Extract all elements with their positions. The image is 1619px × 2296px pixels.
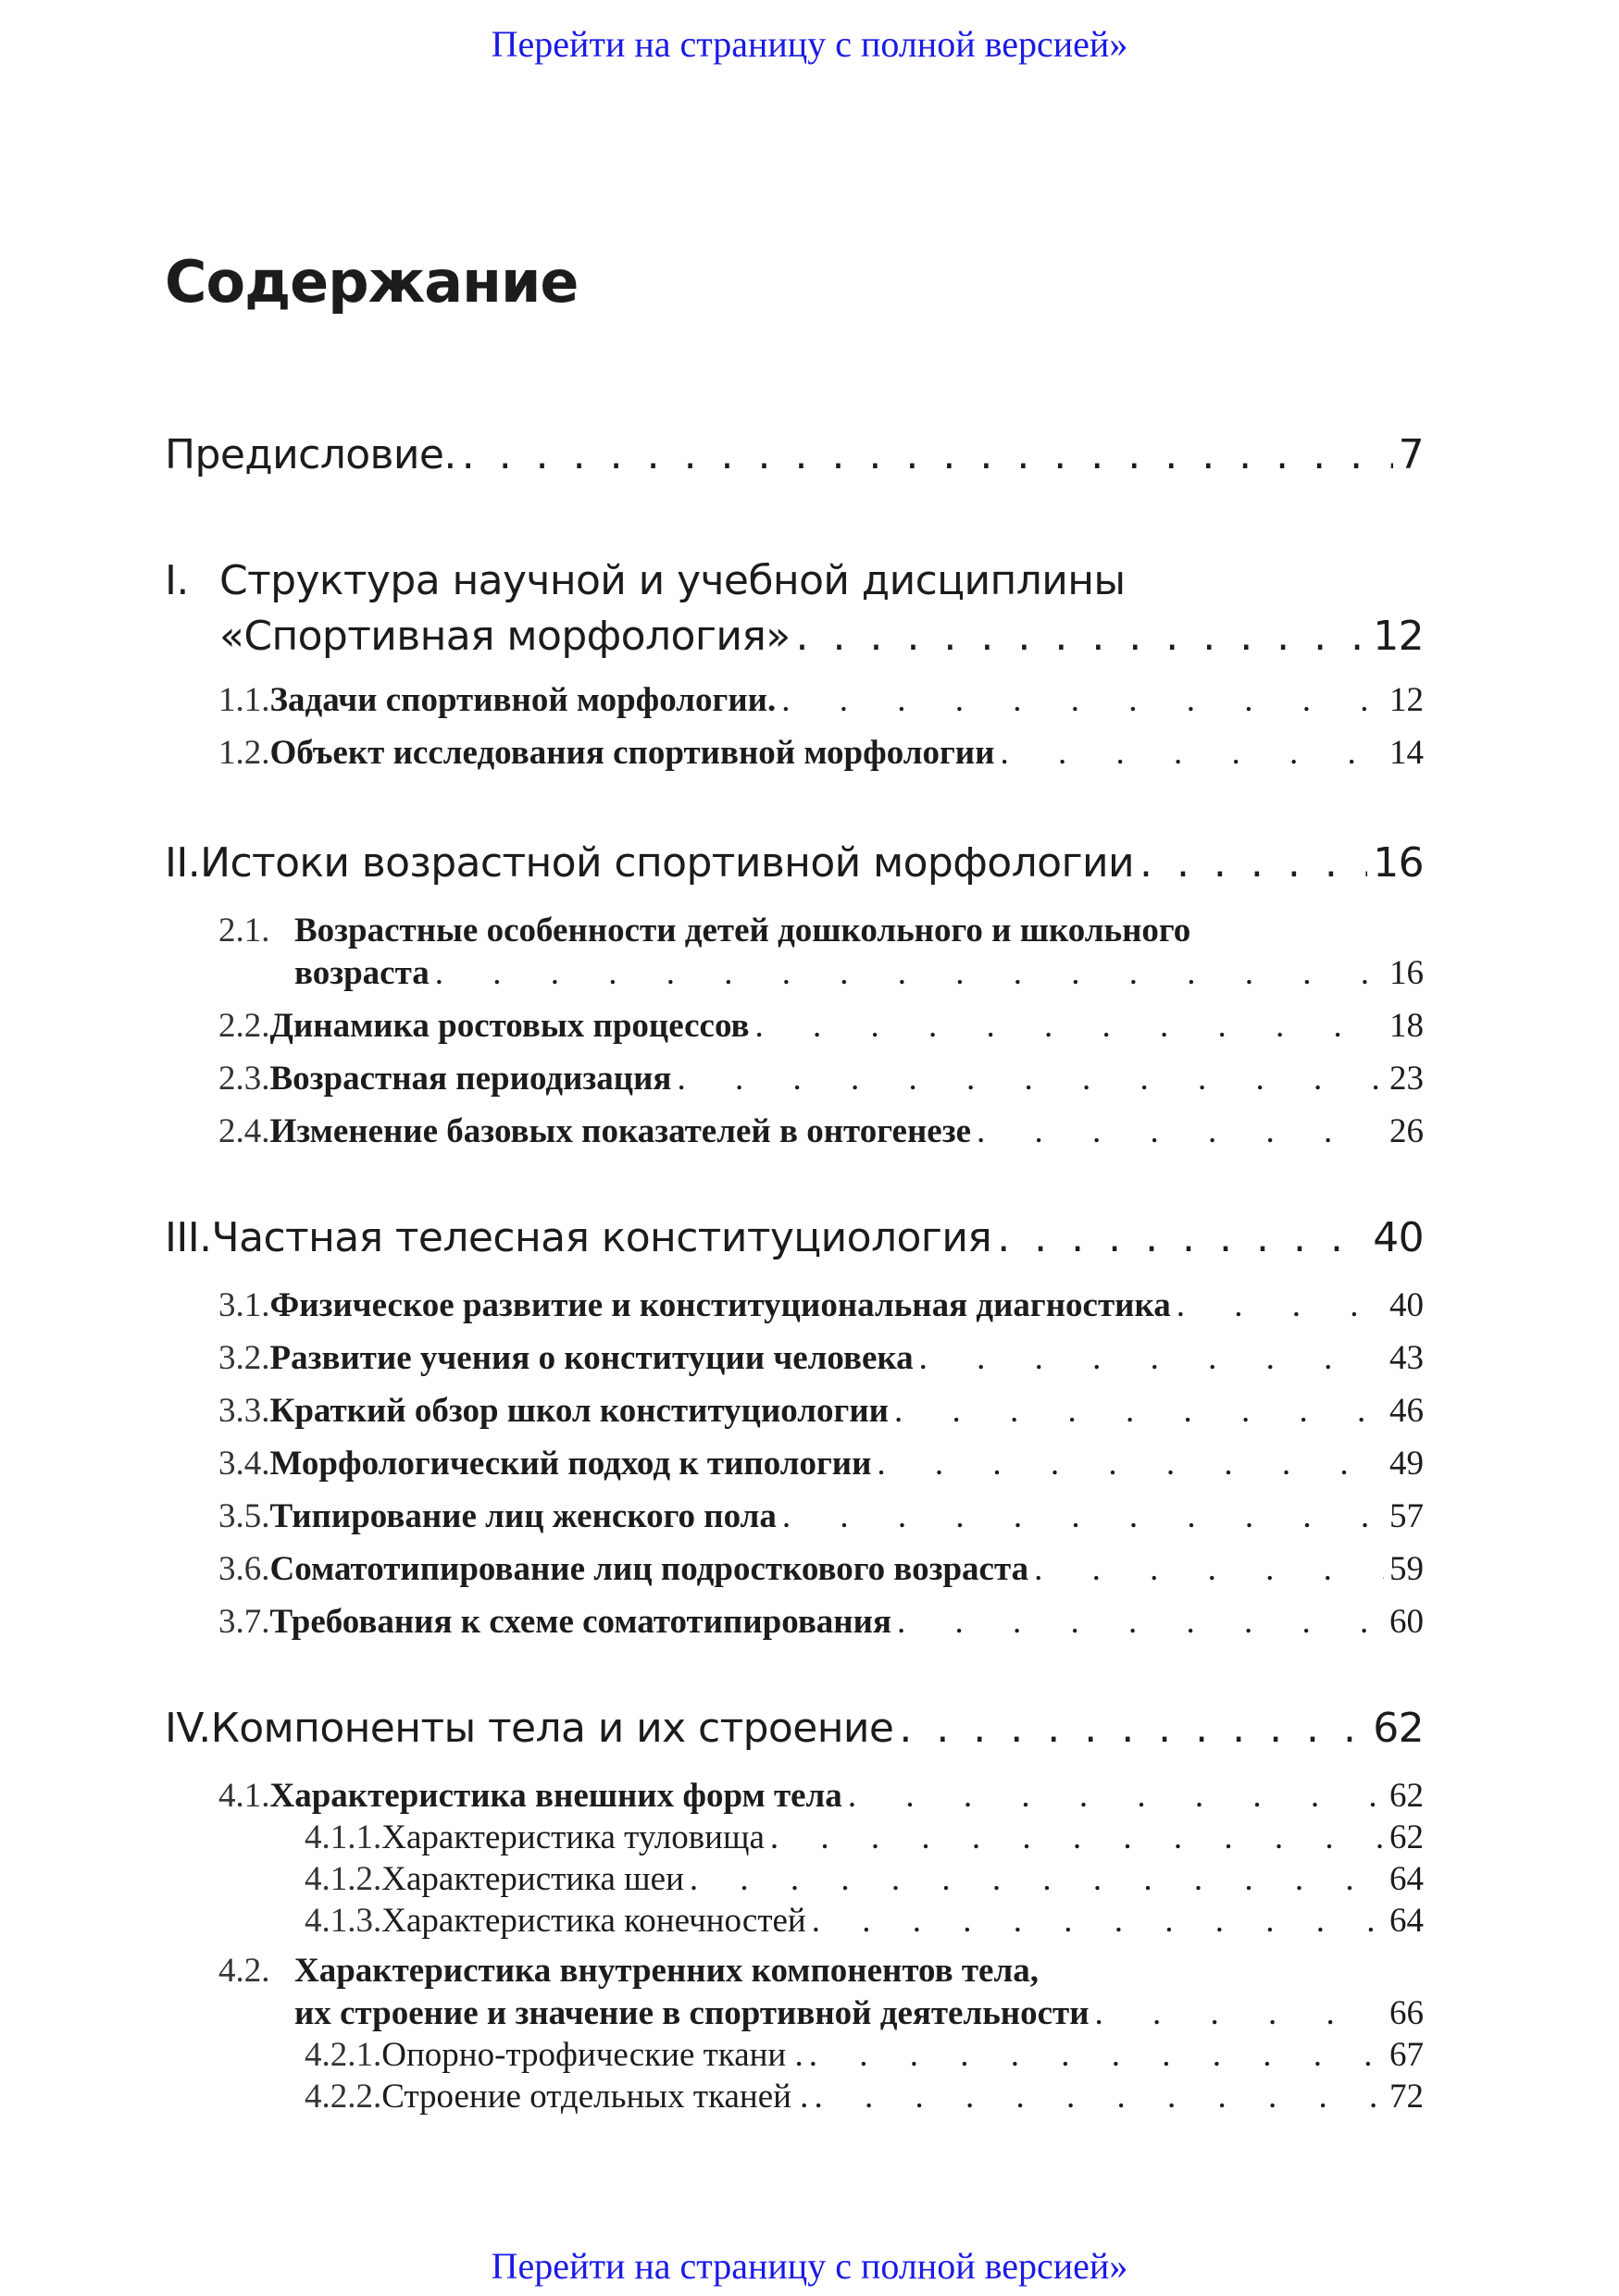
toc-section-3-1[interactable] [218, 1285, 1424, 1327]
toc-entry-title: Характеристика конечностей [381, 1902, 806, 1940]
dot-leader [1034, 1548, 1384, 1591]
toc-entry-title-continued: их строение и значение в спортивной деятельности [294, 1994, 1090, 2032]
toc-chapter-1[interactable] [165, 553, 1424, 664]
toc-entry-title: Истоки возрастной спортивной морфологии [200, 839, 1134, 887]
toc-entry-title: Задачи спортивной морфологии. [269, 681, 777, 719]
dot-leader [997, 1210, 1367, 1266]
toc-page-number: 16 [1373, 839, 1424, 887]
dot-leader [1177, 1285, 1384, 1327]
toc-entry-title: Характеристика шеи [381, 1860, 684, 1898]
toc-chapter-3[interactable] [165, 1210, 1424, 1266]
dot-leader [462, 428, 1393, 483]
toc-page-number: 62 [1389, 1818, 1424, 1856]
section-number: 3.7. [218, 1603, 270, 1641]
toc-section-3-6[interactable] [218, 1548, 1424, 1591]
toc-chapter-4[interactable] [165, 1701, 1424, 1756]
toc-entry-title: Соматотипирование лиц подросткового возраста [269, 1550, 1029, 1588]
section-number: 3.3. [218, 1392, 270, 1430]
toc-entry-title-continued: «Спортивная морфология» [219, 613, 791, 660]
toc-page-number: 46 [1389, 1392, 1424, 1430]
toc-section-2-4[interactable] [218, 1111, 1424, 1153]
section-number: 1.1. [218, 681, 270, 719]
dot-leader [919, 1337, 1384, 1380]
toc-page-number: 40 [1389, 1286, 1424, 1324]
subsection-number: 4.1.2. [305, 1860, 382, 1898]
dot-leader [848, 1775, 1384, 1818]
toc-entry-title: Строение отдельных тканей . [381, 2078, 809, 2116]
toc-entry-title: Частная телесная конституциология [211, 1214, 992, 1261]
toc-entry-title: Объект исследования спортивной морфологии [269, 734, 995, 772]
toc-subsection-4-2-1[interactable] [305, 2034, 1424, 2076]
toc-section-4-2[interactable] [218, 1950, 1424, 2035]
dot-leader [781, 679, 1384, 722]
toc-page-number: 62 [1373, 1705, 1424, 1752]
toc-section-3-3[interactable] [218, 1390, 1424, 1433]
toc-page-number: 57 [1389, 1497, 1424, 1535]
toc-entry-title: Опорно-трофические ткани . [381, 2036, 803, 2074]
dot-leader [899, 1701, 1367, 1756]
toc-entry-title: Возрастные особенности детей дошкольного и школьного [294, 912, 1191, 949]
full-version-link-top[interactable]: Перейти на страницу с полной версией» [491, 23, 1128, 65]
dot-leader [812, 1900, 1384, 1942]
chapter-number: II. [165, 839, 201, 887]
section-number: 3.4. [218, 1445, 270, 1483]
toc-page-number: 60 [1389, 1603, 1424, 1641]
dot-leader [782, 1496, 1384, 1538]
toc-entry-title: Структура научной и учебной дисциплины [219, 557, 1126, 604]
toc-entry-title: Возрастная периодизация [269, 1060, 672, 1098]
toc-page-number: 72 [1389, 2078, 1424, 2116]
toc-section-3-4[interactable] [218, 1443, 1424, 1485]
subsection-number: 4.2.2. [305, 2078, 382, 2116]
subsection-number: 4.2.1. [305, 2036, 382, 2074]
toc-page-number: 23 [1389, 1060, 1424, 1098]
toc-page-number: 40 [1373, 1214, 1424, 1261]
dot-leader [977, 1111, 1384, 1153]
dot-leader [770, 1817, 1384, 1858]
section-number: 2.3. [218, 1060, 270, 1098]
full-version-link-bottom[interactable]: Перейти на страницу с полной версией» [491, 2245, 1128, 2287]
toc-page-number: 7 [1398, 431, 1424, 478]
toc-entry-title: Морфологический подход к типологии [269, 1445, 872, 1483]
toc-subsection-4-1-1[interactable] [305, 1817, 1424, 1858]
toc-section-2-1[interactable] [218, 910, 1424, 995]
toc-page-number: 49 [1389, 1445, 1424, 1483]
toc-entry-title: Развитие учения о конституции человека [269, 1339, 914, 1377]
toc-page-number: 14 [1389, 734, 1424, 772]
dot-leader [814, 2076, 1384, 2117]
section-number: 2.4. [218, 1112, 270, 1150]
dot-leader [894, 1390, 1384, 1433]
chapter-number: IV. [165, 1705, 211, 1752]
section-number: 2.2. [218, 1007, 270, 1045]
toc-entry-title: Характеристика внешних форм тела [269, 1777, 842, 1815]
section-number: 3.6. [218, 1550, 270, 1588]
toc-subsection-4-2-2[interactable] [305, 2076, 1424, 2117]
subsection-number: 4.1.3. [305, 1902, 382, 1940]
toc-preface[interactable] [165, 428, 1424, 483]
toc-section-3-7[interactable] [218, 1601, 1424, 1644]
section-number: 3.1. [218, 1286, 270, 1324]
dot-leader [435, 952, 1384, 995]
section-number: 3.5. [218, 1497, 270, 1535]
toc-section-2-2[interactable] [218, 1005, 1424, 1048]
toc-entry-title: Предисловие. [165, 431, 456, 478]
toc-section-1-1[interactable] [218, 679, 1424, 722]
toc-entry-title: Характеристика туловища [381, 1818, 765, 1856]
toc-page-number: 12 [1389, 681, 1424, 719]
toc-section-2-3[interactable] [218, 1058, 1424, 1100]
toc-page-number: 26 [1389, 1112, 1424, 1150]
toc-entry-title: Краткий обзор школ конституциологии [269, 1392, 889, 1430]
section-number: 1.2. [218, 734, 270, 772]
section-number: 4.2. [218, 1952, 270, 1990]
toc-page-number: 67 [1389, 2036, 1424, 2074]
dot-leader [1140, 836, 1367, 891]
toc-entry-title: Требования к схеме соматотипирования [269, 1603, 891, 1641]
toc-page-number: 64 [1389, 1902, 1424, 1940]
toc-entry-title: Характеристика внутренних компонентов тела, [294, 1952, 1039, 1990]
dot-leader [897, 1601, 1384, 1644]
toc-entry-title: Изменение базовых показателей в онтогенезе [269, 1112, 971, 1150]
dot-leader [690, 1858, 1384, 1900]
toc-subsection-4-1-3[interactable] [305, 1900, 1424, 1942]
subsection-number: 4.1.1. [305, 1818, 382, 1856]
section-number: 4.1. [218, 1777, 270, 1815]
toc-page-number: 64 [1389, 1860, 1424, 1898]
dot-leader [755, 1005, 1385, 1048]
page-title: Содержание [165, 248, 579, 316]
toc-page-number: 12 [1373, 613, 1424, 660]
toc-entry-title: Физическое развитие и конституциональная диагностика [269, 1286, 1171, 1324]
toc-section-1-2[interactable] [218, 732, 1424, 775]
toc-entry-title: Компоненты тела и их строение [210, 1705, 894, 1752]
section-number: 3.2. [218, 1339, 270, 1377]
toc-section-3-5[interactable] [218, 1496, 1424, 1538]
toc-entry-title: Динамика ростовых процессов [269, 1007, 750, 1045]
chapter-number: I. [165, 557, 189, 604]
dot-leader [809, 2034, 1384, 2076]
toc-page-number: 16 [1389, 954, 1424, 992]
toc-entry-title: Типирование лиц женского пола [269, 1497, 777, 1535]
chapter-number: III. [165, 1214, 212, 1261]
toc-page-number: 18 [1389, 1007, 1424, 1045]
toc-section-4-1[interactable] [218, 1775, 1424, 1818]
toc-page-number: 66 [1389, 1994, 1424, 2032]
toc-subsection-4-1-2[interactable] [305, 1858, 1424, 1900]
toc-entry-title-continued: возраста [294, 954, 430, 992]
toc-page-number: 43 [1389, 1339, 1424, 1377]
dot-leader [677, 1058, 1384, 1100]
section-number: 2.1. [218, 912, 270, 949]
toc-section-3-2[interactable] [218, 1337, 1424, 1380]
toc-page-number: 62 [1389, 1777, 1424, 1815]
dot-leader [1000, 732, 1384, 775]
toc-page-number: 59 [1389, 1550, 1424, 1588]
toc-chapter-2[interactable] [165, 836, 1424, 891]
dot-leader [796, 609, 1368, 664]
dot-leader [877, 1443, 1384, 1485]
dot-leader [1095, 1992, 1384, 2035]
